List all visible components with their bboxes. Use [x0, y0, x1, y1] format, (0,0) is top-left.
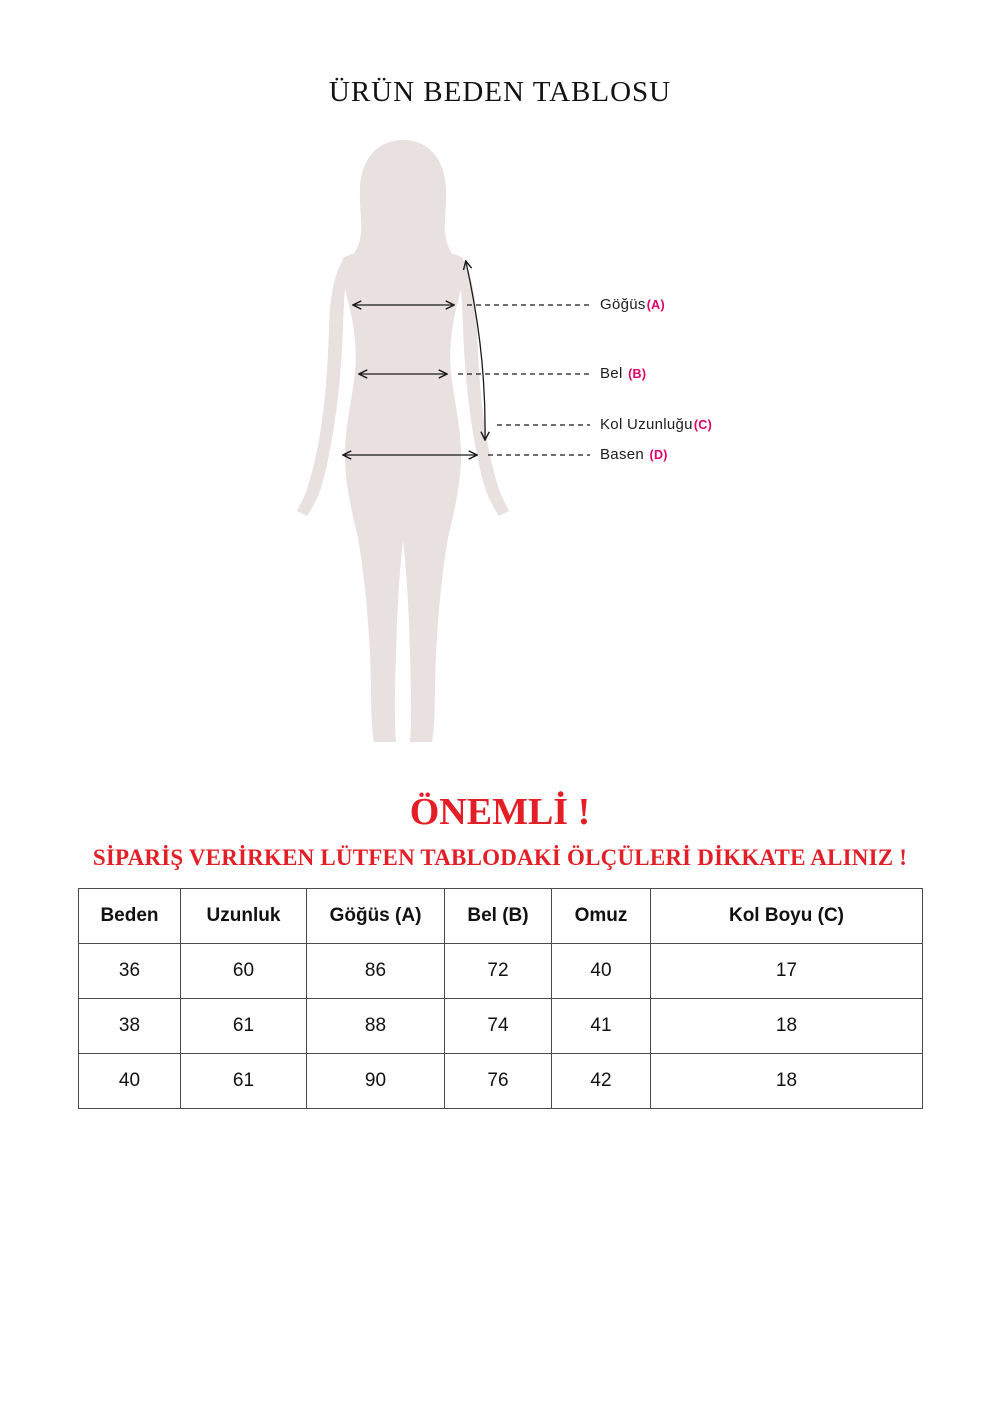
- label-hip: [600, 446, 668, 463]
- cell-gogus: 88: [307, 999, 445, 1054]
- col-header-omuz: Omuz: [552, 889, 651, 944]
- cell-bel: 76: [445, 1054, 552, 1109]
- cell-omuz: 42: [552, 1054, 651, 1109]
- cell-uzunluk: 60: [181, 944, 307, 999]
- cell-gogus: 86: [307, 944, 445, 999]
- important-heading: ÖNEMLİ !: [409, 791, 591, 833]
- col-header-gogus: Göğüs (A): [307, 889, 445, 944]
- cell-kol-boyu: 18: [651, 1054, 923, 1109]
- table-row: [79, 944, 923, 999]
- label-hip-code: (D): [649, 448, 668, 462]
- label-waist-text: Bel: [600, 365, 623, 382]
- size-table: [78, 888, 923, 1109]
- measurement-annotations: [300, 240, 780, 475]
- cell-bel: 74: [445, 999, 552, 1054]
- page-title: ÜRÜN BEDEN TABLOSU: [328, 76, 672, 108]
- cell-omuz: 41: [552, 999, 651, 1054]
- size-table-header-row: [79, 889, 923, 944]
- cell-kol-boyu: 17: [651, 944, 923, 999]
- cell-beden: 38: [79, 999, 181, 1054]
- cell-beden: 40: [79, 1054, 181, 1109]
- col-header-beden: Beden: [79, 889, 181, 944]
- cell-bel: 72: [445, 944, 552, 999]
- cell-uzunluk: 61: [181, 1054, 307, 1109]
- arm-length-measure-arrow: [466, 262, 485, 439]
- table-row: [79, 999, 923, 1054]
- col-header-kol-boyu: Kol Boyu (C): [651, 889, 923, 944]
- cell-kol-boyu: 18: [651, 999, 923, 1054]
- label-arm-length-code: (C): [693, 418, 713, 432]
- table-row: [79, 1054, 923, 1109]
- cell-uzunluk: 61: [181, 999, 307, 1054]
- cell-omuz: 40: [552, 944, 651, 999]
- order-warning-text: SİPARİŞ VERİRKEN LÜTFEN TABLODAKİ ÖLÇÜLERİ DİKKATE ALINIZ !: [92, 845, 908, 870]
- label-arm-length: [600, 416, 712, 433]
- label-chest-code: (A): [646, 298, 665, 312]
- label-waist: [600, 365, 646, 382]
- label-chest: [600, 296, 665, 313]
- label-chest-text: Göğüs: [600, 296, 646, 313]
- cell-beden: 36: [79, 944, 181, 999]
- col-header-bel: Bel (B): [445, 889, 552, 944]
- label-arm-length-text: Kol Uzunluğu: [600, 416, 693, 433]
- cell-gogus: 90: [307, 1054, 445, 1109]
- label-hip-text: Basen: [600, 446, 645, 463]
- col-header-uzunluk: Uzunluk: [181, 889, 307, 944]
- label-waist-code: (B): [628, 367, 647, 381]
